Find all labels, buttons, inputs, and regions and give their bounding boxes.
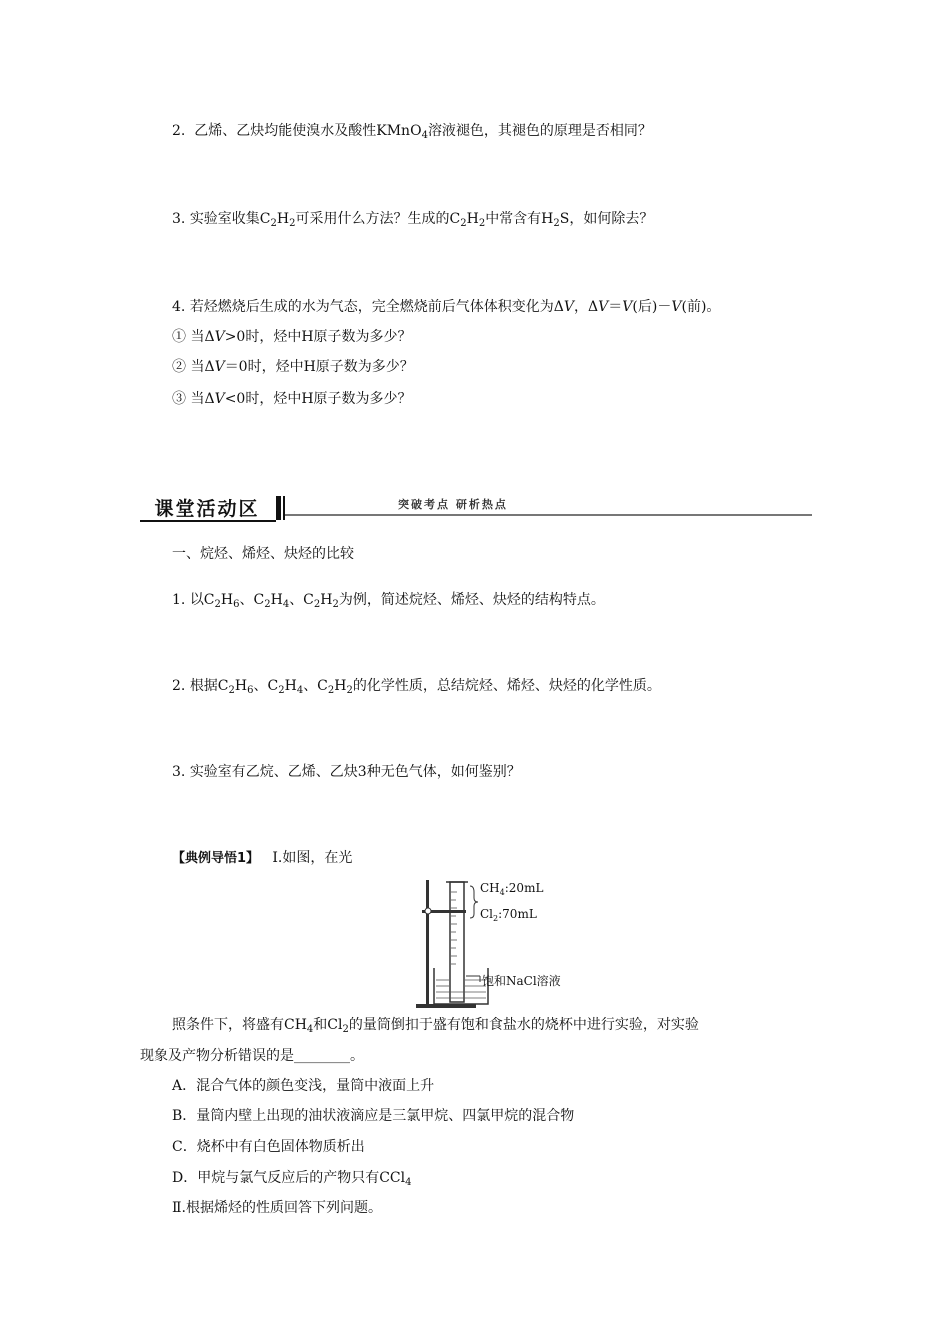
question-number: 2.	[172, 678, 186, 694]
question-4-item-2	[172, 357, 414, 377]
example-body-line-2: 现象及产物分析错误的是________。	[140, 1048, 364, 1064]
question-text: S，如何除去？	[559, 211, 654, 227]
label-text: CH	[480, 881, 500, 895]
body-text: 照条件下，将盛有CH	[172, 1017, 307, 1033]
variable: V	[622, 299, 633, 315]
banner-divider-thick	[276, 496, 281, 520]
question-number: 3.	[172, 764, 186, 780]
question-text: H	[234, 678, 248, 694]
question-number: 4.	[172, 299, 186, 315]
section-question-1	[172, 590, 605, 610]
question-number: 2.	[172, 123, 186, 139]
question-3-top	[172, 209, 653, 229]
subscript: 2	[342, 1024, 349, 1035]
question-text: H	[320, 592, 333, 608]
question-text: 根据C	[189, 678, 229, 694]
item-text: ② 当Δ	[172, 359, 215, 375]
subscript: 4	[421, 130, 428, 141]
item-text: ③ 当Δ	[172, 391, 215, 407]
question-text: ＝	[608, 299, 623, 315]
question-text: H	[220, 592, 234, 608]
option-c: C．烧杯中有白色固体物质析出	[172, 1139, 365, 1155]
question-text: 若烃燃烧后生成的水为气态，完全燃烧前后气体体积变化为Δ	[189, 299, 564, 315]
subscript: 2	[214, 599, 221, 610]
section-banner	[140, 494, 812, 526]
variable: V	[563, 299, 575, 315]
subscript: 4	[296, 685, 304, 696]
subscript: 2	[270, 218, 277, 229]
example-lead: Ⅰ.如图，在光	[272, 850, 353, 866]
question-4-item-3	[172, 389, 412, 409]
question-text: 、C	[289, 592, 314, 608]
example-tag: 【典例导悟1】	[172, 851, 260, 866]
body-text: 和Cl	[313, 1017, 343, 1033]
example-intro	[172, 848, 352, 869]
variable: V	[214, 329, 225, 345]
item-text: ＝0时，烃中H原子数为多少？	[224, 359, 414, 375]
subscript: 2	[313, 599, 321, 610]
item-text: >0时，烃中H原子数为多少？	[224, 329, 412, 345]
question-text: 实验室有乙烷、乙烯、乙炔3种无色气体，如何鉴别？	[189, 764, 521, 780]
question-text: 溶液褪色，其褪色的原理是否相同？	[427, 123, 652, 139]
variable: V	[214, 359, 225, 375]
label-text: Cl	[480, 907, 494, 921]
variable: V	[671, 299, 682, 315]
cylinder-diagram	[410, 876, 580, 1014]
question-2-top	[172, 121, 652, 141]
subscript: 2	[346, 685, 353, 696]
label-text: :20mL	[504, 881, 544, 895]
subscript: 2	[228, 685, 235, 696]
option-text: D．甲烷与氯气反应后的产物只有CCl	[172, 1170, 406, 1186]
item-text: ① 当Δ	[172, 329, 215, 345]
subscript: 2	[289, 218, 296, 229]
question-text: H	[270, 592, 283, 608]
question-text: 实验室收集C	[189, 211, 271, 227]
question-text: H	[276, 211, 290, 227]
subscript: 6	[233, 599, 240, 610]
question-text: 乙烯、乙炔均能使溴水及酸性KMnO	[194, 123, 422, 139]
question-text: 为例，简述烷烃、烯烃、炔烃的结构特点。	[338, 592, 605, 608]
question-4-item-1	[172, 327, 412, 347]
question-text: 、C	[253, 678, 279, 694]
section-question-3	[172, 762, 521, 782]
subscript: 2	[332, 599, 339, 610]
banner-subtitle: 突破考点 研析热点	[398, 498, 508, 511]
section-heading: 一、烷烃、烯烃、炔烃的比较	[172, 546, 354, 562]
label-cl2	[480, 906, 537, 922]
question-text: 的化学性质，总结烷烃、烯烃、炔烃的化学性质。	[352, 678, 661, 694]
banner-rule	[285, 514, 812, 516]
option-a: A．混合气体的颜色变浅，量筒中液面上升	[172, 1078, 435, 1094]
question-text: H	[334, 678, 347, 694]
subscript: 2	[327, 685, 335, 696]
banner-divider-thin	[283, 496, 285, 520]
banner-title-underline	[140, 520, 276, 522]
question-text: 中常含有H	[485, 211, 554, 227]
subscript: 4	[282, 599, 290, 610]
item-text: <0时，烃中H原子数为多少？	[224, 391, 412, 407]
question-4-top	[172, 297, 720, 317]
subscript: 2	[278, 685, 285, 696]
subscript: 2	[460, 218, 467, 229]
example-body-line-1	[172, 1015, 699, 1035]
subscript: 4	[306, 1024, 314, 1035]
question-text: H	[284, 678, 297, 694]
question-text: ，Δ	[574, 299, 599, 315]
variable: V	[214, 391, 225, 407]
subscript: 4	[405, 1177, 412, 1188]
question-text: (后)－	[632, 299, 672, 315]
label-text: :70mL	[498, 907, 537, 921]
part-2-heading: Ⅱ.根据烯烃的性质回答下列问题。	[172, 1200, 382, 1216]
option-d	[172, 1168, 412, 1188]
subscript: 2	[264, 599, 271, 610]
label-nacl: 饱和NaCl溶液	[482, 974, 561, 988]
subscript: 2	[478, 218, 486, 229]
option-b: B．量筒内壁上出现的油状液滴应是三氯甲烷、四氯甲烷的混合物	[172, 1108, 575, 1124]
question-text: H	[466, 211, 479, 227]
question-text: 可采用什么方法？生成的C	[295, 211, 461, 227]
subscript: 4	[499, 888, 505, 897]
experiment-figure	[410, 876, 580, 1014]
label-ch4	[480, 880, 543, 896]
subscript: 6	[247, 685, 254, 696]
banner-title: 课堂活动区	[154, 498, 260, 520]
question-text: 、C	[239, 592, 265, 608]
subscript: 2	[553, 218, 560, 229]
question-text: (前)。	[681, 299, 721, 315]
variable: V	[598, 299, 609, 315]
section-question-2	[172, 676, 661, 696]
body-text: 的量筒倒扣于盛有饱和食盐水的烧杯中进行实验，对实验	[348, 1017, 699, 1033]
question-text: 、C	[303, 678, 328, 694]
question-number: 3.	[172, 211, 186, 227]
subscript: 2	[493, 914, 499, 923]
question-text: 以C	[189, 592, 215, 608]
question-number: 1.	[172, 592, 186, 608]
